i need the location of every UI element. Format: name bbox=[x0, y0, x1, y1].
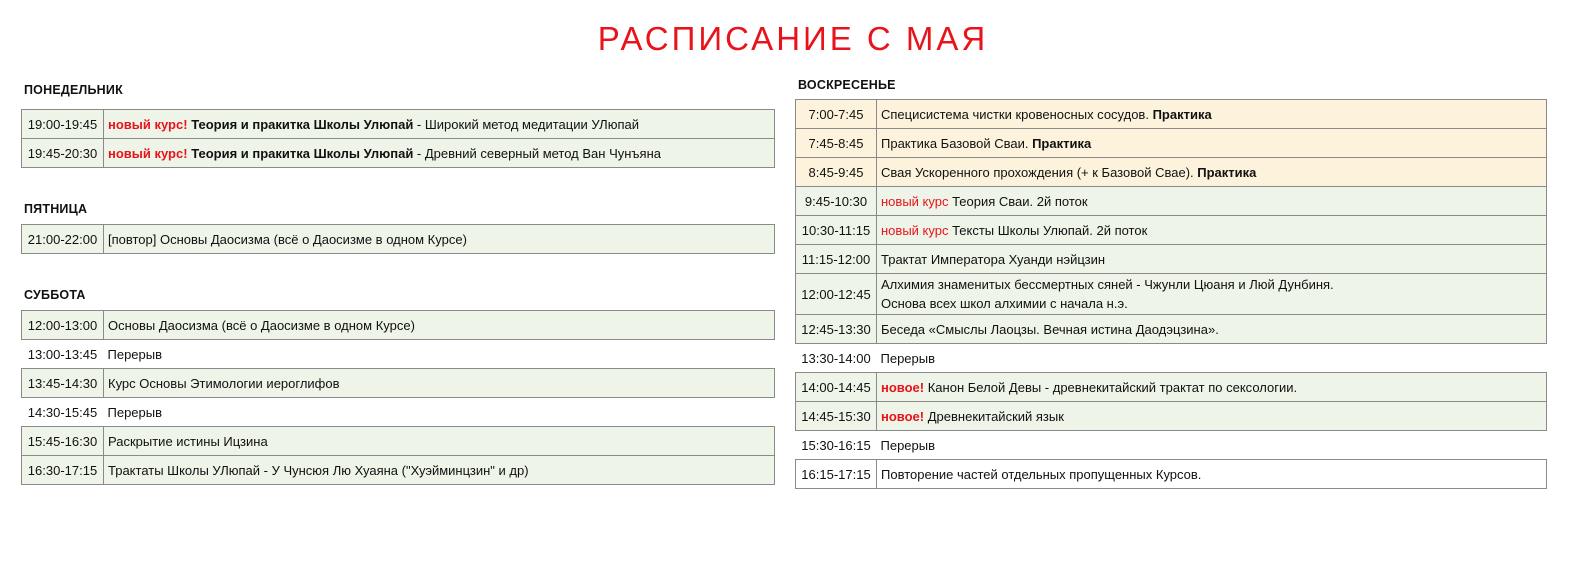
time-cell: 14:30-15:45 bbox=[22, 398, 104, 427]
time-cell: 19:00-19:45 bbox=[22, 110, 104, 139]
table-row bbox=[796, 100, 1547, 129]
course-title: Теория и пракитка Школы Улюпай bbox=[191, 116, 414, 132]
new-course-tag: новый курс! bbox=[108, 145, 188, 161]
course-cell bbox=[877, 402, 1547, 431]
time-cell: 14:00-14:45 bbox=[796, 373, 877, 402]
table-row bbox=[22, 456, 775, 485]
right-column bbox=[795, 0, 1547, 579]
course-title: Теория и пракитка Школы Улюпай bbox=[191, 145, 414, 161]
monday-schedule bbox=[21, 109, 775, 168]
time-cell: 12:45-13:30 bbox=[796, 315, 877, 344]
course-cell bbox=[104, 139, 775, 168]
table-row-break bbox=[22, 398, 775, 427]
course-cell bbox=[877, 100, 1547, 129]
left-column bbox=[21, 0, 775, 579]
course-description: Древнекитайский язык bbox=[924, 408, 1064, 424]
break-cell: Перерыв bbox=[877, 344, 1547, 373]
page-title: РАСПИСАНИЕ С МАЯ bbox=[597, 20, 989, 57]
break-cell: Перерыв bbox=[104, 340, 775, 369]
course-description: Теория Сваи. 2й поток bbox=[948, 193, 1088, 209]
course-description: - Широкий метод медитации УЛюпай bbox=[413, 116, 639, 132]
course-description: Специсистема чистки кровеносных сосудов. bbox=[881, 106, 1153, 122]
course-cell bbox=[877, 158, 1547, 187]
table-row bbox=[796, 187, 1547, 216]
time-cell: 8:45-9:45 bbox=[796, 158, 877, 187]
time-cell: 21:00-22:00 bbox=[22, 225, 104, 254]
table-row bbox=[796, 402, 1547, 431]
course-cell bbox=[877, 216, 1547, 245]
time-cell: 13:00-13:45 bbox=[22, 340, 104, 369]
table-row-break bbox=[796, 431, 1547, 460]
time-cell: 15:45-16:30 bbox=[22, 427, 104, 456]
time-cell: 9:45-10:30 bbox=[796, 187, 877, 216]
course-description: Канон Белой Девы - древнекитайский трактат по сексологии. bbox=[924, 379, 1298, 395]
sunday-schedule bbox=[795, 99, 1547, 489]
table-row bbox=[796, 245, 1547, 274]
time-cell: 14:45-15:30 bbox=[796, 402, 877, 431]
table-row bbox=[796, 274, 1547, 315]
time-cell: 16:15-17:15 bbox=[796, 460, 877, 489]
new-tag: новое! bbox=[881, 408, 925, 424]
course-cell: [повтор] Основы Даосизма (всё о Даосизме в одном Курсе) bbox=[104, 225, 775, 254]
time-cell: 15:30-16:15 bbox=[796, 431, 877, 460]
table-row bbox=[22, 139, 775, 168]
time-cell: 7:45-8:45 bbox=[796, 129, 877, 158]
course-cell: Беседа «Смыслы Лаоцзы. Вечная истина Даодэцзина». bbox=[877, 315, 1547, 344]
friday-schedule bbox=[21, 224, 775, 254]
day-label-friday: ПЯТНИЦА bbox=[24, 202, 88, 216]
time-cell: 12:00-12:45 bbox=[796, 274, 877, 315]
table-row bbox=[22, 225, 775, 254]
course-cell: Трактат Императора Хуанди нэйцзин bbox=[877, 245, 1547, 274]
practice-label: Практика bbox=[1197, 164, 1257, 180]
time-cell: 13:30-14:00 bbox=[796, 344, 877, 373]
new-course-tag: новый курс! bbox=[108, 116, 188, 132]
practice-label: Практика bbox=[1152, 106, 1212, 122]
break-cell: Перерыв bbox=[877, 431, 1547, 460]
table-row bbox=[796, 129, 1547, 158]
table-row bbox=[796, 373, 1547, 402]
course-cell: Курс Основы Этимологии иероглифов bbox=[104, 369, 775, 398]
course-cell bbox=[877, 187, 1547, 216]
table-row-break bbox=[796, 344, 1547, 373]
table-row bbox=[22, 369, 775, 398]
course-cell bbox=[104, 110, 775, 139]
course-description: - Древний северный метод Ван Чунъяна bbox=[413, 145, 661, 161]
table-row bbox=[796, 315, 1547, 344]
new-course-tag: новый курс bbox=[881, 193, 949, 209]
day-label-monday: ПОНЕДЕЛЬНИК bbox=[24, 83, 123, 97]
time-cell: 12:00-13:00 bbox=[22, 311, 104, 340]
time-cell: 19:45-20:30 bbox=[22, 139, 104, 168]
time-cell: 16:30-17:15 bbox=[22, 456, 104, 485]
course-description: Свая Ускоренного прохождения (+ к Базовой Свае). bbox=[881, 164, 1198, 180]
course-cell: Повторение частей отдельных пропущенных Курсов. bbox=[877, 460, 1547, 489]
table-row bbox=[796, 460, 1547, 489]
table-row bbox=[22, 311, 775, 340]
course-cell bbox=[877, 129, 1547, 158]
table-row bbox=[796, 158, 1547, 187]
course-cell: Раскрытие истины Ицзина bbox=[104, 427, 775, 456]
time-cell: 7:00-7:45 bbox=[796, 100, 877, 129]
time-cell: 13:45-14:30 bbox=[22, 369, 104, 398]
course-description-line-2: Основа всех школ алхимии с начала н.э. bbox=[881, 296, 1128, 311]
time-cell: 11:15-12:00 bbox=[796, 245, 877, 274]
table-row bbox=[796, 216, 1547, 245]
table-row-break bbox=[22, 340, 775, 369]
course-cell bbox=[877, 373, 1547, 402]
day-label-saturday: СУББОТА bbox=[24, 288, 86, 302]
practice-label: Практика bbox=[1032, 135, 1092, 151]
time-cell: 10:30-11:15 bbox=[796, 216, 877, 245]
table-row bbox=[22, 110, 775, 139]
saturday-schedule bbox=[21, 310, 775, 485]
new-tag: новое! bbox=[881, 379, 925, 395]
day-label-sunday: ВОСКРЕСЕНЬЕ bbox=[798, 78, 896, 92]
course-description: Практика Базовой Сваи. bbox=[881, 135, 1033, 151]
course-description-line-1: Алхимия знаменитых бессмертных сяней - Чжунли Цюаня и Люй Дунбиня. bbox=[881, 277, 1334, 292]
course-description: Тексты Школы Улюпай. 2й поток bbox=[948, 222, 1148, 238]
course-cell: Основы Даосизма (всё о Даосизме в одном Курсе) bbox=[104, 311, 775, 340]
table-row bbox=[22, 427, 775, 456]
course-cell bbox=[877, 274, 1547, 315]
course-cell: Трактаты Школы УЛюпай - У Чунсюя Лю Хуаяна ("Хуэйминцзин" и др) bbox=[104, 456, 775, 485]
new-course-tag: новый курс bbox=[881, 222, 949, 238]
break-cell: Перерыв bbox=[104, 398, 775, 427]
